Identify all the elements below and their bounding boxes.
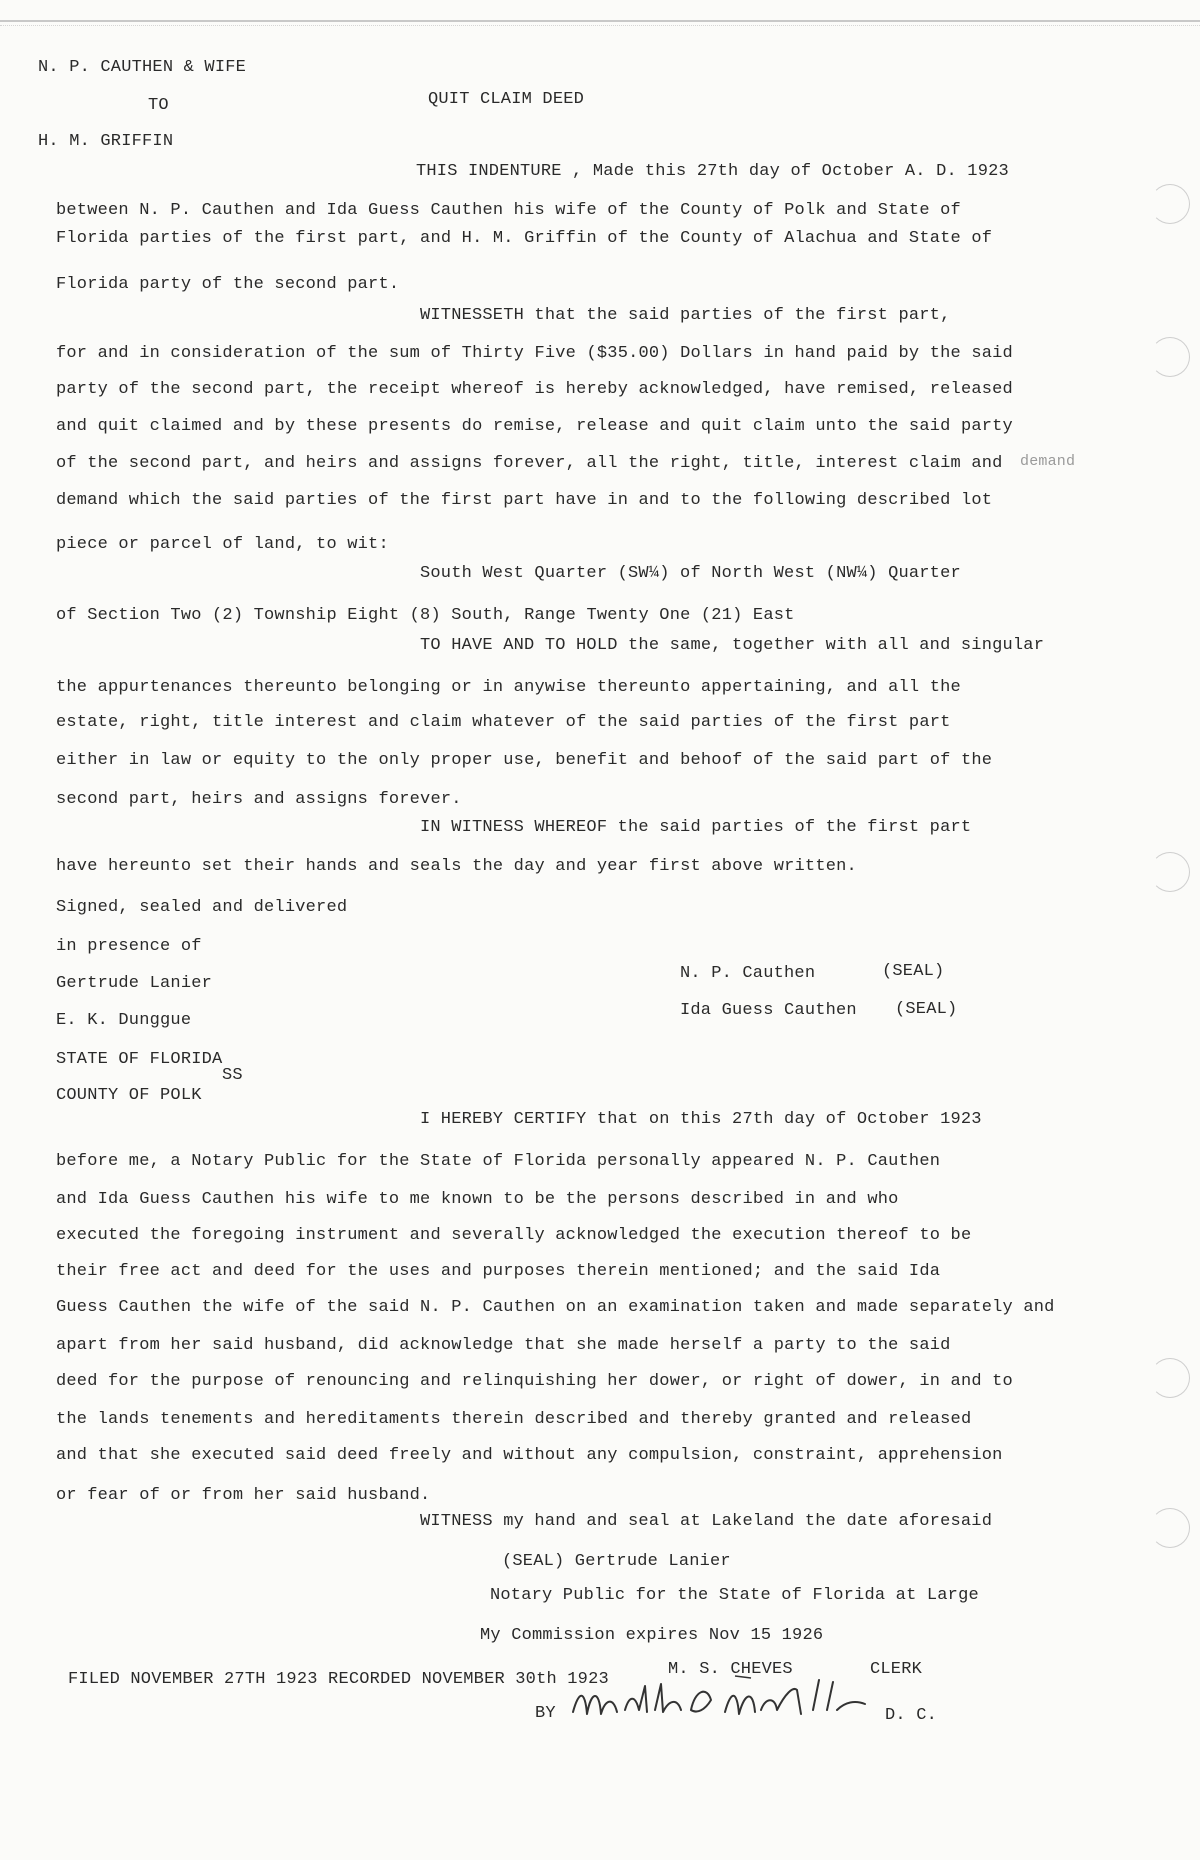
certificate-line: their free act and deed for the uses and purposes therein mentioned; and the said Ida [56,1262,941,1281]
clerk-title: CLERK [870,1660,923,1679]
notary-title: Notary Public for the State of Florida at Large [490,1586,979,1605]
body-line: Signed, sealed and delivered [56,898,348,917]
certificate-line: executed the foregoing instrument and severally acknowledged the execution thereof to be [56,1226,972,1245]
clerk-name: M. S. CHEVES [668,1660,793,1679]
body-line: Florida party of the second part. [56,275,400,294]
body-line: WITNESSETH that the said parties of the first part, [420,306,951,325]
punch-hole-icon [1150,1508,1190,1548]
body-line: between N. P. Cauthen and Ida Guess Cauthen his wife of the County of Polk and State of [56,201,961,220]
legal-description: South West Quarter (SW¼) of North West (NW¼) Quarter [420,564,961,583]
legal-description: of Section Two (2) Township Eight (8) South, Range Twenty One (21) East [56,606,795,625]
grantee-heading: H. M. GRIFFIN [38,132,174,151]
punch-hole-icon [1150,184,1190,224]
top-rule [0,20,1200,22]
witness-name: Gertrude Lanier [56,974,213,993]
venue-county: COUNTY OF POLK [56,1086,202,1105]
to-heading: TO [148,96,169,115]
body-line: and quit claimed and by these presents do remise, release and quit claim unto the said party [56,417,1013,436]
body-line: in presence of [56,937,202,956]
deputy-clerk-signature [565,1670,875,1730]
certificate-line: I HEREBY CERTIFY that on this 27th day of October 1923 [420,1110,982,1129]
punch-hole-icon [1150,852,1190,892]
signer-name: Ida Guess Cauthen [680,1001,857,1020]
top-rule-dotted [0,25,1200,26]
punch-hole-icon [1150,337,1190,377]
body-line: either in law or equity to the only proper use, benefit and behoof of the said part of the [56,751,993,770]
certificate-line: the lands tenements and hereditaments therein described and thereby granted and released [56,1410,972,1429]
body-line: second part, heirs and assigns forever. [56,790,462,809]
body-line: have hereunto set their hands and seals the day and year first above written. [56,857,857,876]
venue-ss: SS [222,1066,243,1085]
body-line: demand which the said parties of the first part have in and to the following described lot [56,491,993,510]
witness-name: E. K. Dunggue [56,1011,192,1030]
certificate-line: deed for the purpose of renouncing and relinquishing her dower, or right of dower, in and to [56,1372,1013,1391]
body-line: TO HAVE AND TO HOLD the same, together with all and singular [420,636,1045,655]
notary-name: (SEAL) Gertrude Lanier [502,1552,731,1571]
body-line: IN WITNESS WHEREOF the said parties of the first part [420,818,972,837]
document-title: QUIT CLAIM DEED [428,90,585,109]
certificate-line: and Ida Guess Cauthen his wife to me known to be the persons described in and who [56,1190,899,1209]
deputy-clerk-label: D. C. [885,1706,938,1725]
body-line: of the second part, and heirs and assigns forever, all the right, title, interest claim and [56,454,1003,473]
body-line: estate, right, title interest and claim whatever of the said parties of the first part [56,713,951,732]
punch-hole-icon [1150,1358,1190,1398]
body-line: for and in consideration of the sum of Thirty Five ($35.00) Dollars in hand paid by the said [56,344,1013,363]
certificate-line: apart from her said husband, did acknowledge that she made herself a party to the said [56,1336,951,1355]
seal-label: (SEAL) [882,962,945,981]
body-line: THIS INDENTURE , Made this 27th day of October A. D. 1923 [416,162,1009,181]
notary-witness: WITNESS my hand and seal at Lakeland the date aforesaid [420,1512,993,1531]
body-line: piece or parcel of land, to wit: [56,535,389,554]
margin-note: demand [1020,453,1076,470]
seal-label: (SEAL) [895,1000,958,1019]
certificate-line: or fear of or from her said husband. [56,1486,431,1505]
by-label: BY [535,1704,556,1723]
certificate-line: and that she executed said deed freely and without any compulsion, constraint, apprehension [56,1446,1003,1465]
filing-record: FILED NOVEMBER 27TH 1923 RECORDED NOVEMBER 30th 1923 [68,1670,609,1689]
body-line: the appurtenances thereunto belonging or in anywise thereunto appertaining, and all the [56,678,961,697]
body-line: Florida parties of the first part, and H. M. Griffin of the County of Alachua and State of [56,229,993,248]
venue-state: STATE OF FLORIDA [56,1050,223,1069]
notary-commission: My Commission expires Nov 15 1926 [480,1626,824,1645]
grantor-heading: N. P. CAUTHEN & WIFE [38,58,247,77]
certificate-line: Guess Cauthen the wife of the said N. P. Cauthen on an examination taken and made separately and [56,1298,1055,1317]
body-line: party of the second part, the receipt whereof is hereby acknowledged, have remised, released [56,380,1013,399]
signer-name: N. P. Cauthen [680,964,816,983]
certificate-line: before me, a Notary Public for the State of Florida personally appeared N. P. Cauthen [56,1152,941,1171]
